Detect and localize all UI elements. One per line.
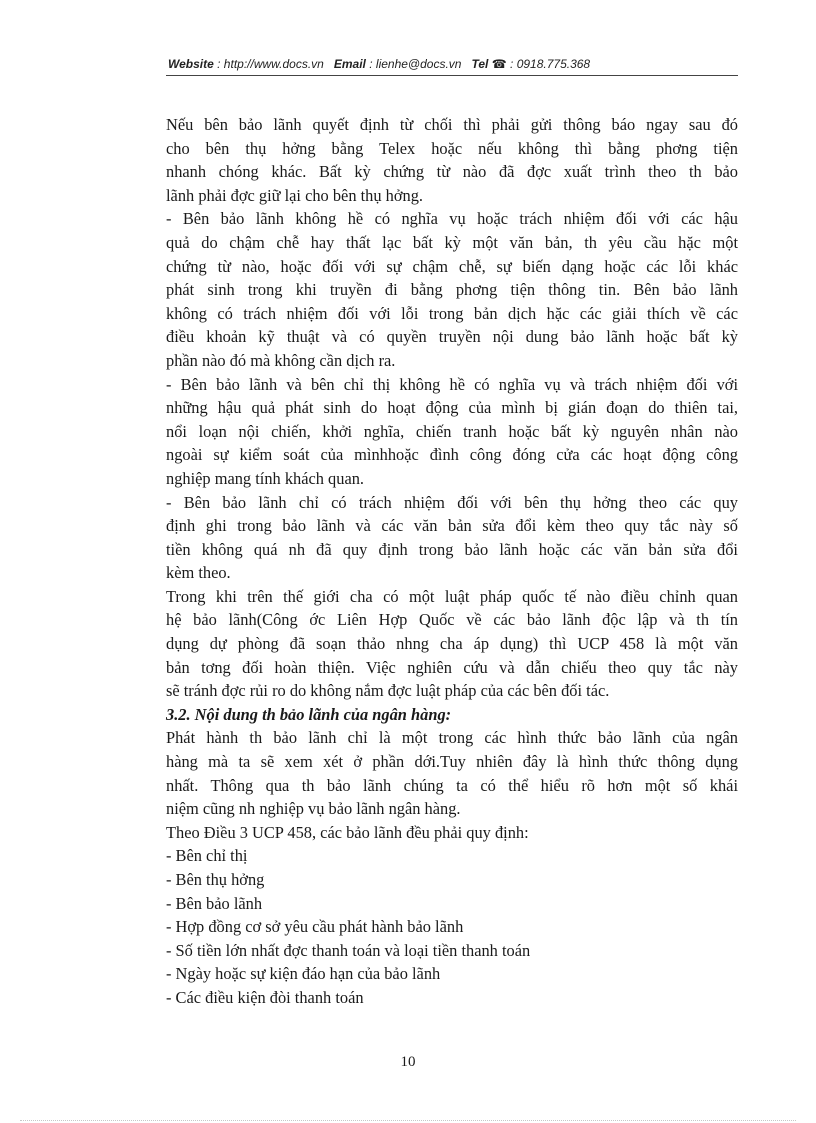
text-line: nhất. Thông qua th bảo lãnh chúng ta có thể hiểu rõ hơn một số khái [166,775,738,795]
page-number: 10 [400,1054,416,1070]
text-line: - Bên bảo lãnh không hề có nghĩa vụ hoặc trách nhiệm đối với các hậu [166,209,738,229]
text-line: chứng từ nào, hoặc đối với sự chậm chễ, sự biến dạng hoặc các lỗi khác [166,256,738,276]
text-line: sẽ tránh đợc rủi ro do không nắm đợc luật pháp của các bên đối tác. [166,681,610,701]
website-value: : http://www.docs.vn [217,57,324,71]
text-line: định ghi trong bảo lãnh và các văn bản sửa đổi kèm theo quy tắc này số [166,516,738,536]
text-line: tiền không quá nh đã quy định trong bảo lãnh hoặc các văn bản sửa đổi [166,539,738,559]
text-line: - Bên thụ hởng [166,870,265,889]
text-line: Phát hành th bảo lãnh chỉ là một trong các hình thức bảo lãnh của ngân [166,728,738,748]
text-line: lãnh phải đợc giữ lại cho bên thụ hởng. [166,185,423,205]
text-line: cho bên thụ hởng bằng Telex hoặc nếu không thì bằng phơng tiện [166,138,738,158]
text-line: - Số tiền lớn nhất đợc thanh toán và loại tiền thanh toán [166,940,531,960]
text-line: Nếu bên bảo lãnh quyết định từ chối thì phải gửi thông báo ngay sau đó [166,115,738,134]
text-line: nghiệp mang tính khách quan. [166,468,365,488]
text-line: - Hợp đồng cơ sở yêu cầu phát hành bảo lãnh [166,917,464,937]
email-label: Email [333,57,366,71]
tel-value: : 0918.775.368 [510,57,591,71]
text-line: ngoài sự kiểm soát của mìnhhoặc đình công đóng cửa các hoạt động công [166,445,738,465]
text-line: - Bên bảo lãnh và bên chỉ thị không hề có nghĩa vụ và trách nhiệm đối với [166,374,738,394]
text-line: kèm theo. [166,563,231,583]
tel-label: Tel [471,57,489,71]
text-line: - Bên bảo lãnh chỉ có trách nhiệm đối với bên thụ hởng theo các quy [166,492,738,512]
phone-icon: ☎ [491,57,507,71]
website-label: Website [168,57,214,71]
text-line: dụng dự phòng đã soạn thảo nhng cha áp dụng) thì UCP 458 là một văn [166,634,738,654]
text-line: phát sinh trong khi truyền đi bằng phơng tiện thông tin. Bên bảo lãnh [166,280,738,300]
text-line: - Bên bảo lãnh [166,893,263,913]
text-line: Trong khi trên thế giới cha có một luật pháp quốc tế nào điều chỉnh quan [166,586,738,606]
text-line: không có trách nhiệm đối với lỗi trong bản dịch hặc các giải thích về các [166,303,738,323]
section-heading: 3.2. Nội dung th bảo lãnh của ngân hàng: [166,704,452,724]
footer-divider [20,1120,796,1121]
page-header [168,57,738,71]
text-line: nổi loạn nội chiến, khởi nghĩa, chiến tranh hoặc bất kỳ nguyên nhân nào [166,421,738,441]
text-line: hệ bảo lãnh(Công ớc Liên Hợp Quốc về các bảo lãnh độc lập và th tín [166,610,738,630]
header-divider [166,75,738,76]
text-line: hàng mà ta sẽ xem xét ở phần dới.Tuy nhiên đây là hình thức thông dụng [166,752,738,772]
text-line: - Các điều kiện đòi thanh toán [166,987,364,1007]
email-value: : lienhe@docs.vn [369,57,462,71]
body-text [166,113,738,1010]
text-line: những hậu quả phát sinh do hoạt động của mình bị gián đoạn do thiên tai, [166,398,738,418]
text-line: bản tơng đối hoàn thiện. Việc nghiên cứu và dẫn chiếu theo quy tắc này [166,657,738,677]
text-line: niệm cũng nh nghiệp vụ bảo lãnh ngân hàng. [166,799,461,819]
text-line: phần nào đó mà không cần dịch ra. [166,350,396,370]
text-line: - Ngày hoặc sự kiện đáo hạn của bảo lãnh [166,964,441,984]
text-line: Theo Điều 3 UCP 458, các bảo lãnh đều phải quy định: [166,822,529,842]
text-line: nhanh chóng khác. Bất kỳ chứng từ nào đã đợc xuất trình theo th bảo [166,162,738,182]
text-line: quả do chậm chễ hay thất lạc bất kỳ một văn bản, th yêu cầu hặc một [166,232,738,252]
text-line: điều khoản kỹ thuật và có quyền truyền nội dung bảo lãnh hoặc bất kỳ [166,327,738,347]
text-line: - Bên chỉ thị [166,846,248,866]
